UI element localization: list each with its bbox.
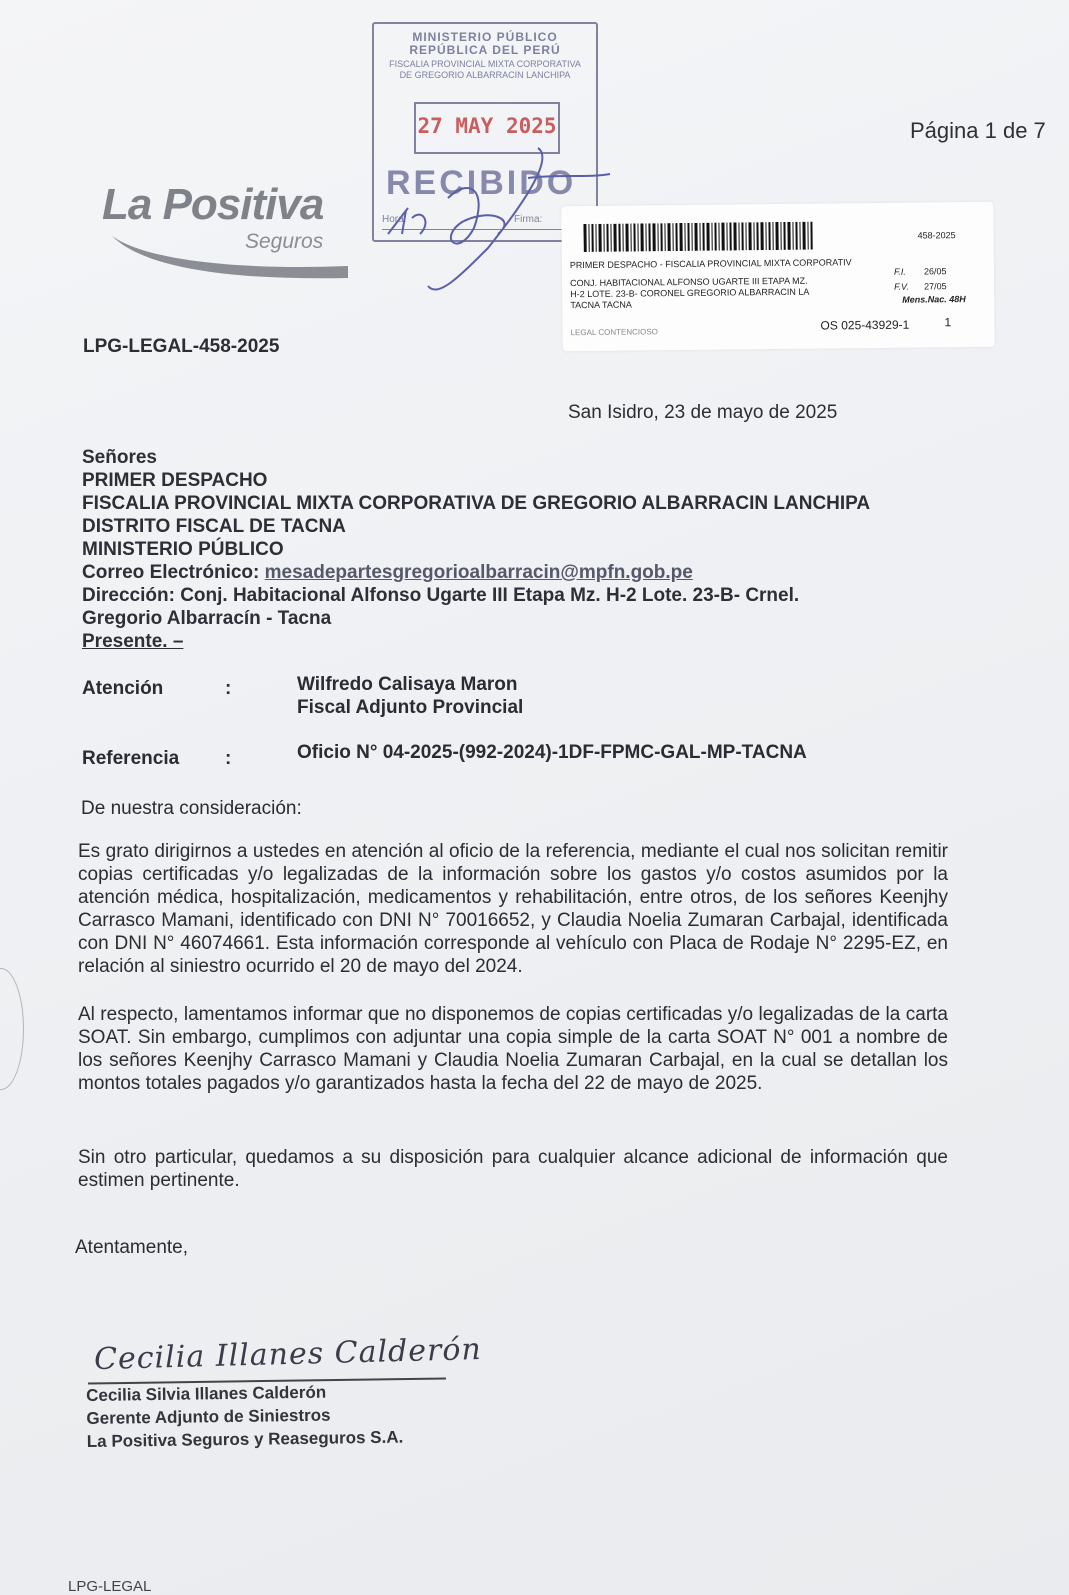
attention-colon: : xyxy=(225,678,232,699)
addressee-address-line2: Gregorio Albarracín - Tacna xyxy=(82,608,332,629)
reference-colon: : xyxy=(225,748,232,769)
signer-block xyxy=(86,1380,403,1453)
partial-seal-icon xyxy=(0,968,24,1090)
stamp-line2: REPÚBLICA DEL PERÚ xyxy=(409,43,561,57)
label-line2: CONJ. HABITACIONAL ALFONSO UGARTE III ETAPA MZ. xyxy=(570,275,808,289)
label-line4: TACNA TACNA xyxy=(570,299,632,311)
label-area: LEGAL CONTENCIOSO xyxy=(570,327,658,338)
paragraph-response: Al respecto, lamentamos informar que no disponemos de copias certificadas y/o legalizadas de la carta SOAT. Sin embargo, cumplimos con adjuntar una copia simple de la carta SOAT N° 001 a nombre de los señores Keenjhy Carrasco Mamani y Claudia Noelia Zumaran Carbajal, en la cual se detallan los montos totales pagados y/o garantizados hasta la fecha del 22 de mayo de 2025. xyxy=(78,1004,948,1094)
label-fv-value: 27/05 xyxy=(924,281,947,292)
paragraph-closing: Sin otro particular, quedamos a su disposición para cualquier alcance adicional de información que estimen pertinente. xyxy=(78,1147,948,1191)
addressee-ministry: MINISTERIO PÚBLICO xyxy=(82,539,284,560)
closing: Atentamente, xyxy=(75,1237,189,1258)
label-fv-label: F.V. xyxy=(894,281,909,292)
page-number: Página 1 de 7 xyxy=(910,118,1046,143)
stamp-date: 27 MAY 2025 xyxy=(417,114,557,138)
label-line1: PRIMER DESPACHO - FISCALIA PROVINCIAL MIXTA CORPORATIV xyxy=(569,257,852,271)
label-code: 458-2025 xyxy=(917,230,956,241)
paragraph-request: Es grato dirigirnos a ustedes en atención al oficio de la referencia, mediante el cual nos solicitan remitir copias certificadas y/o legalizadas de la información sobre los gastos y/o costos asumidos por la atención médica, hospitalización, medicamentos y rehabilitación, entre otros, de los señores Keenjhy Carrasco Mamani, identificado con DNI N° 70016652, y Claudia Noelia Zumaran Carbajal, identificada con DNI N° 46074661. Esta información corresponde al vehículo con Placa de Rodaje N° 2295-EZ, en relación al siniestro ocurrido el 20 de mayo del 2024. xyxy=(78,841,948,977)
addressee-presente: Presente. – xyxy=(82,631,184,652)
attention-title: Fiscal Adjunto Provincial xyxy=(297,697,524,718)
label-line3: H-2 LOTE. 23-B- CORONEL GREGORIO ALBARRACIN LA xyxy=(570,286,810,300)
label-os: OS 025-43929-1 xyxy=(820,317,910,333)
stamp-line1: MINISTERIO PÚBLICO xyxy=(412,30,558,44)
place-date: San Isidro, 23 de mayo de 2025 xyxy=(568,402,838,423)
attention-recipient xyxy=(297,673,523,719)
label-fi-label: F.I. xyxy=(893,266,906,277)
addressee-address-line1: Dirección: Conj. Habitacional Alfonso Ugarte III Etapa Mz. H-2 Lote. 23-B- Crnel. xyxy=(82,585,800,606)
label-count: 1 xyxy=(944,315,952,330)
signer-name: Cecilia Silvia Illanes Calderón xyxy=(86,1382,327,1405)
reference-label: Referencia xyxy=(82,748,180,769)
stamp-line4: DE GREGORIO ALBARRACIN LANCHIPA xyxy=(399,70,571,80)
label-fi-value: 26/05 xyxy=(923,266,947,277)
reference-code: LPG-LEGAL-458-2025 xyxy=(83,336,280,357)
brand-sub: Seguros xyxy=(245,230,324,253)
salutation: De nuestra consideración: xyxy=(81,798,302,819)
addressee-salutation: Señores xyxy=(82,447,157,468)
addressee-entity: FISCALIA PROVINCIAL MIXTA CORPORATIVA DE GREGORIO ALBARRACIN LANCHIPA xyxy=(82,493,871,514)
attention-label: Atención xyxy=(82,678,164,699)
footer-code: LPG-LEGAL xyxy=(68,1578,152,1595)
signer-company: La Positiva Seguros y Reaseguros S.A. xyxy=(86,1427,404,1451)
tracking-label xyxy=(561,202,994,352)
addressee-office: PRIMER DESPACHO xyxy=(82,470,268,491)
addressee-district: DISTRITO FISCAL DE TACNA xyxy=(82,516,346,537)
stamp-signature-label: Firma: xyxy=(514,214,543,225)
addressee-email-row xyxy=(82,561,870,584)
label-service: Mens.Nac. 48H xyxy=(902,294,966,305)
signer-position: Gerente Adjunto de Siniestros xyxy=(86,1405,331,1428)
email-link[interactable]: mesadepartesgregorioalbarracin@mpfn.gob.pe xyxy=(264,562,693,583)
stamp-hour-label: Hora: xyxy=(382,214,407,225)
stamp-line3: FISCALIA PROVINCIAL MIXTA CORPORATIVA xyxy=(389,59,581,69)
brand-logo: La Positiva xyxy=(102,180,324,229)
handwritten-signature: Cecilia Illanes Calderón xyxy=(93,1331,483,1378)
barcode-icon xyxy=(583,222,813,252)
addressee-block xyxy=(82,446,870,653)
reference-value: Oficio N° 04-2025-(992-2024)-1DF-FPMC-GAL-MP-TACNA xyxy=(297,742,807,763)
attention-name: Wilfredo Calisaya Maron xyxy=(297,674,518,695)
stamp-received: RECIBIDO xyxy=(386,164,577,202)
email-label: Correo Electrónico: xyxy=(82,562,260,583)
